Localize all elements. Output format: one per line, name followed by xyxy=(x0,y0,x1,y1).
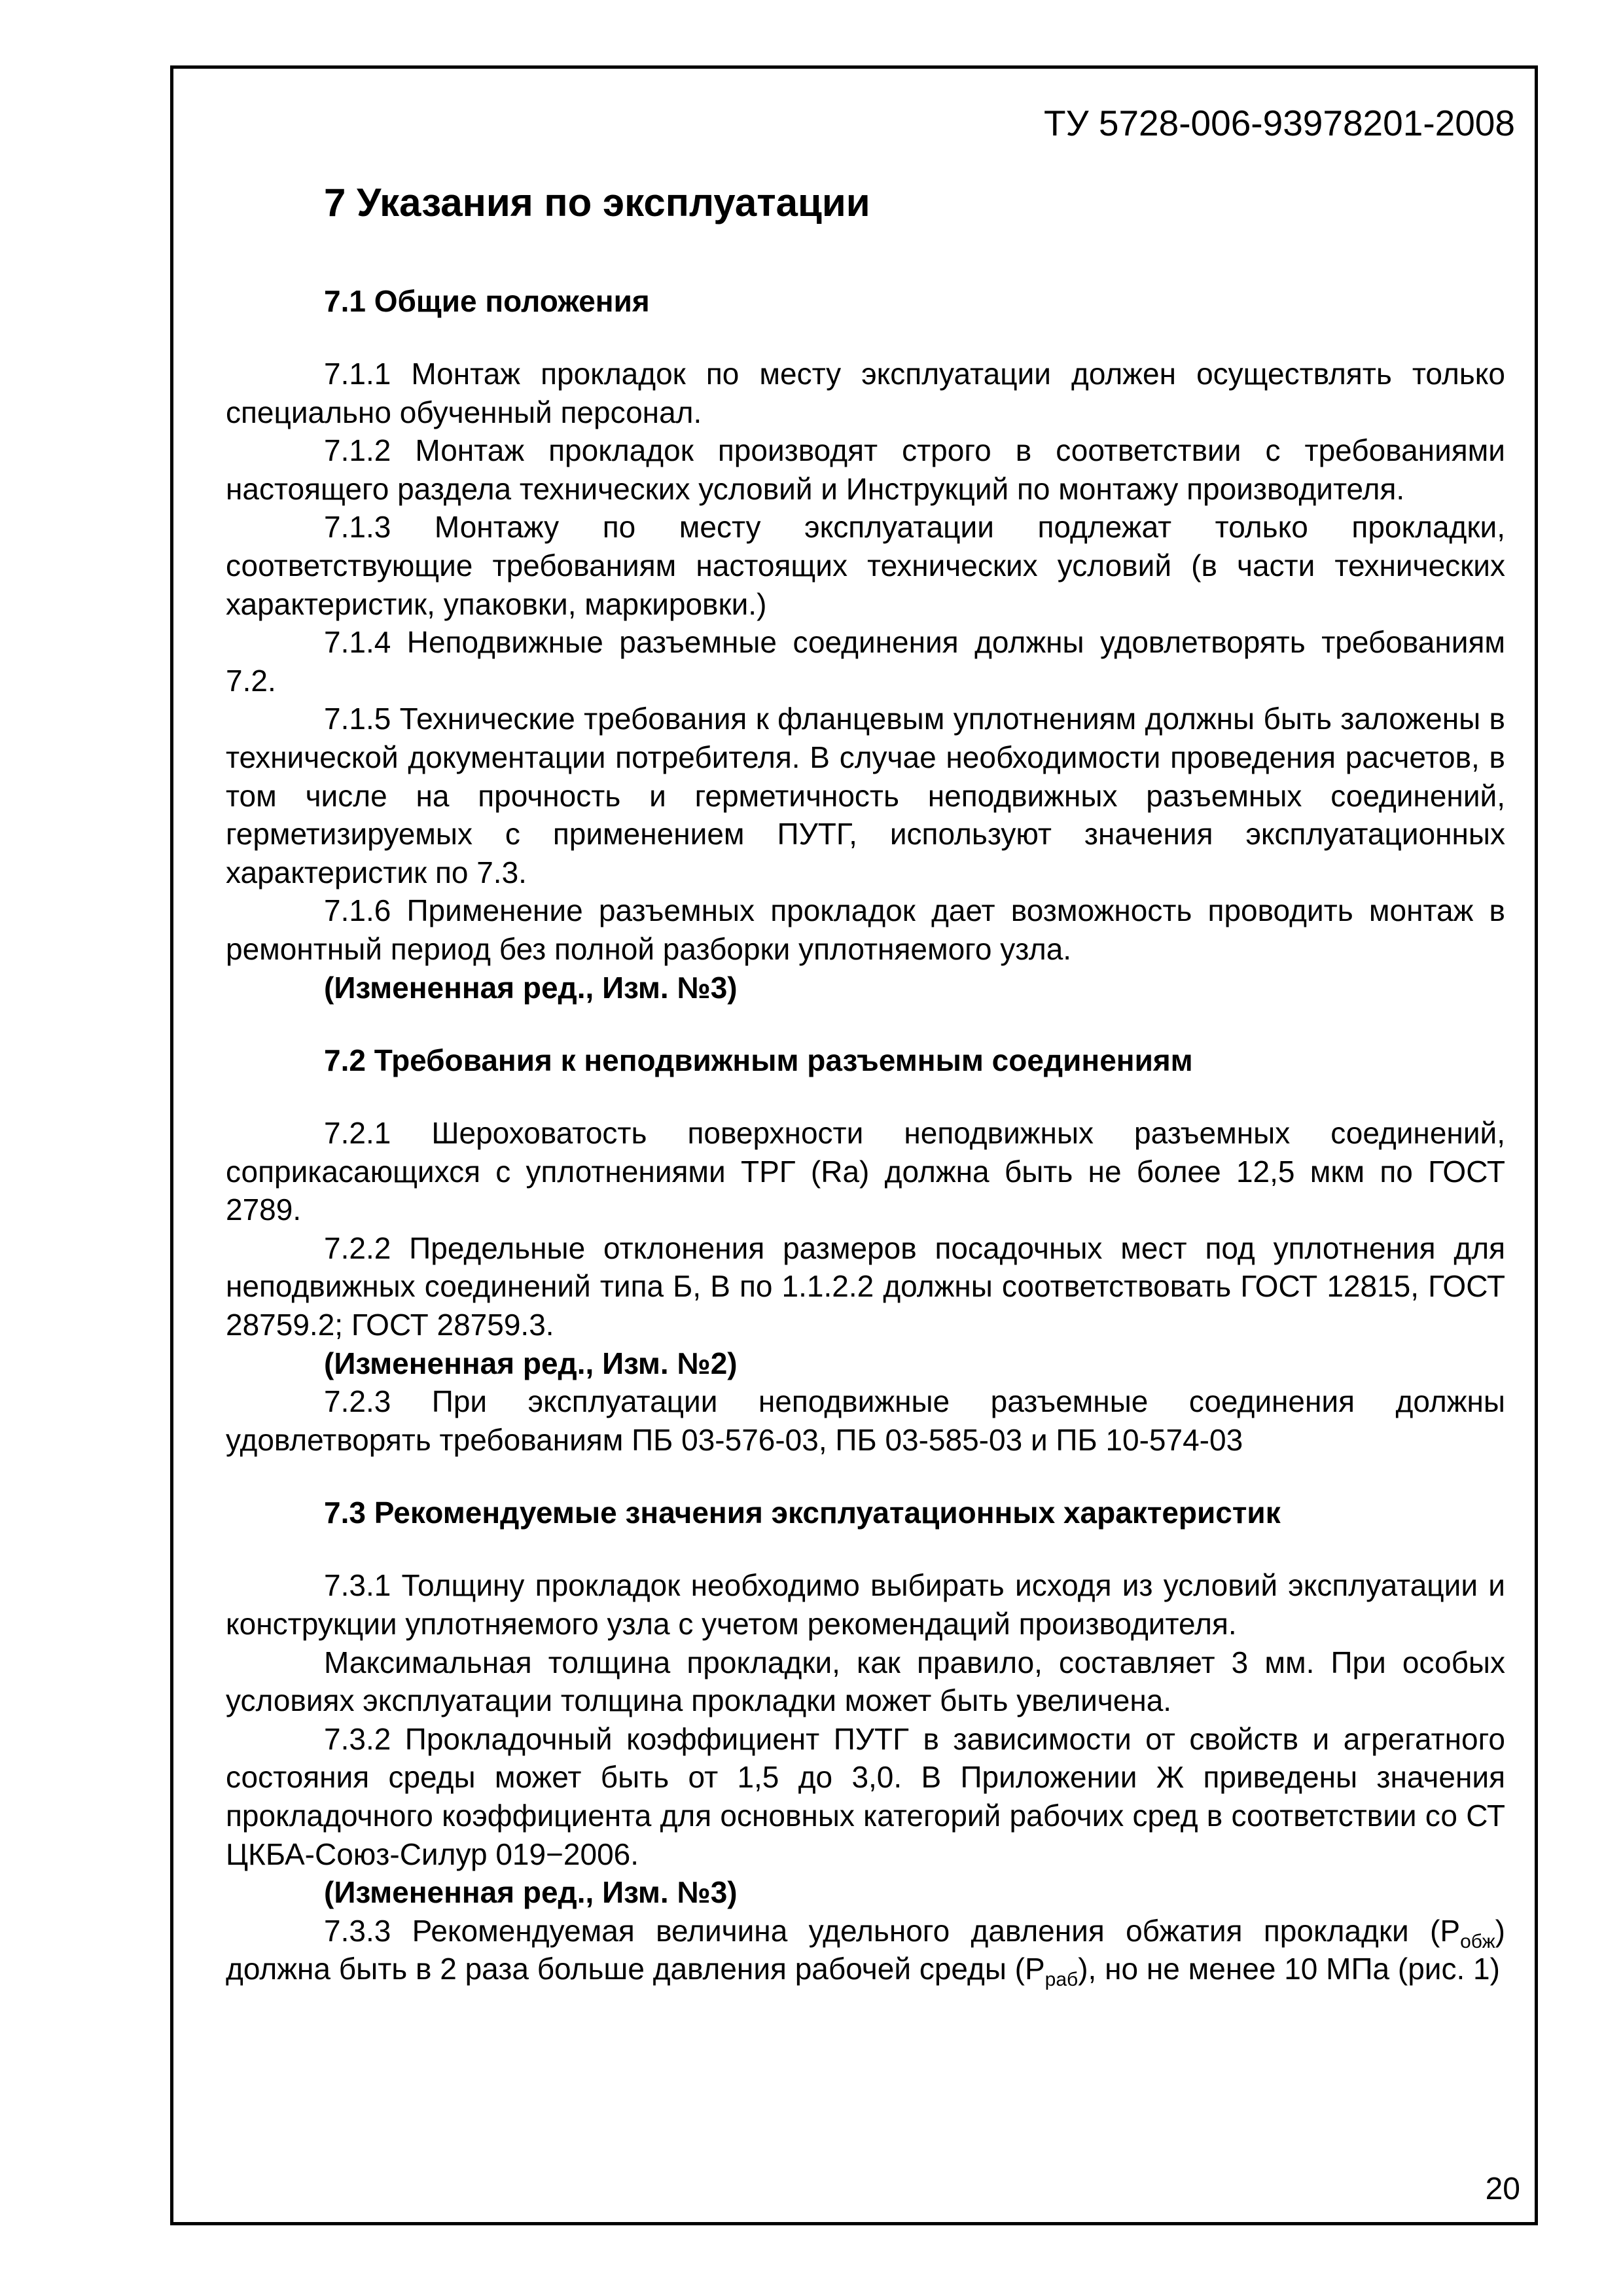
paragraph-7-1-1: 7.1.1 Монтаж прокладок по месту эксплуатации должен осуществлять только специально обученный персонал. xyxy=(226,357,1505,429)
amendment-note-7-1: (Измененная ред., Изм. №3) xyxy=(324,970,738,1005)
subsection-title-7-1: 7.1 Общие положения xyxy=(324,284,650,318)
paragraph-7-2-3: 7.2.3 При эксплуатации неподвижные разъемные соединения должны удовлетворять требованиям ПБ 03-576-03, ПБ 03-585-03 и ПБ 10-574-03 xyxy=(226,1384,1505,1457)
document-code: ТУ 5728-006-93978201-2008 xyxy=(1044,103,1515,143)
paragraph-7-3-3-text-3: ), но не менее 10 МПа (рис. 1) xyxy=(1078,1952,1500,1986)
paragraph-7-1-2: 7.1.2 Монтаж прокладок производят строго в соответствии с требованиями настоящего раздела технических условий и Инструкций по монтажу производителя. xyxy=(226,433,1505,506)
paragraph-7-2-2: 7.2.2 Предельные отклонения размеров посадочных мест под уплотнения для неподвижных соединений типа Б, В по 1.1.2.2 должны соответствовать ГОСТ 12815, ГОСТ 28759.2; ГОСТ 28759.3. xyxy=(226,1230,1505,1342)
paragraph-7-2-1: 7.2.1 Шероховатость поверхности неподвижных разъемных соединений, соприкасающихся с уплотнениями ТРГ (Ra) должна быть не более 12,5 мкм по ГОСТ 2789. xyxy=(226,1116,1505,1227)
amendment-note-7-2: (Измененная ред., Изм. №2) xyxy=(324,1346,738,1380)
subscript-rab: раб xyxy=(1044,1969,1079,1991)
page-content xyxy=(226,177,1505,1991)
paragraph-7-3-2: 7.3.2 Прокладочный коэффициент ПУТГ в зависимости от свойств и агрегатного состояния среды может быть от 1,5 до 3,0. В Приложении Ж приведены значения прокладочного коэффициента для основных категорий рабочих сред в соответствии со СТ ЦКБА-Союз-Силур 019−2006. xyxy=(226,1721,1505,1871)
amendment-note-7-3: (Измененная ред., Изм. №3) xyxy=(324,1875,738,1910)
paragraph-7-1-3: 7.1.3 Монтажу по месту эксплуатации подлежат только прокладки, соответствующие требованиям настоящих технических условий (в части технических характеристик, упаковки, маркировки.) xyxy=(226,510,1505,621)
paragraph-7-3-1-continued: Максимальная толщина прокладки, как правило, составляет 3 мм. При особых условиях эксплуатации толщина прокладки может быть увеличена. xyxy=(226,1645,1505,1718)
subscript-obzh: обж xyxy=(1460,1930,1495,1952)
subsection-title-7-2: 7.2 Требования к неподвижным разъемным соединениям xyxy=(324,1043,1193,1078)
paragraph-7-3-3 xyxy=(226,1912,1505,1991)
subsection-title-7-3: 7.3 Рекомендуемые значения эксплуатационных характеристик xyxy=(324,1496,1281,1530)
paragraph-7-3-3-text-2: ) должна быть в 2 раза больше давления рабочей среды (P xyxy=(226,1913,1505,1986)
paragraph-7-1-6: 7.1.6 Применение разъемных прокладок дает возможность проводить монтаж в ремонтный период без полной разборки уплотняемого узла. xyxy=(226,893,1505,966)
section-title: 7 Указания по эксплуатации xyxy=(324,181,870,224)
page-number: 20 xyxy=(1485,2172,1520,2206)
paragraph-7-1-5: 7.1.5 Технические требования к фланцевым уплотнениям должны быть заложены в технической документации потребителя. В случае необходимости проведения расчетов, в том числе на прочность и герметичность неподвижных разъемных соединений, герметизируемых с применением ПУТГ, используют значения эксплуатационных характеристик по 7.3. xyxy=(226,702,1505,889)
paragraph-7-3-1: 7.3.1 Толщину прокладок необходимо выбирать исходя из условий эксплуатации и конструкции уплотняемого узла с учетом рекомендаций производителя. xyxy=(226,1568,1505,1641)
paragraph-7-3-3-text-1: 7.3.3 Рекомендуемая величина удельного давления обжатия прокладки (P xyxy=(324,1913,1461,1948)
page-frame xyxy=(170,65,1538,2225)
paragraph-7-1-4: 7.1.4 Неподвижные разъемные соединения должны удовлетворять требованиям 7.2. xyxy=(226,625,1505,698)
